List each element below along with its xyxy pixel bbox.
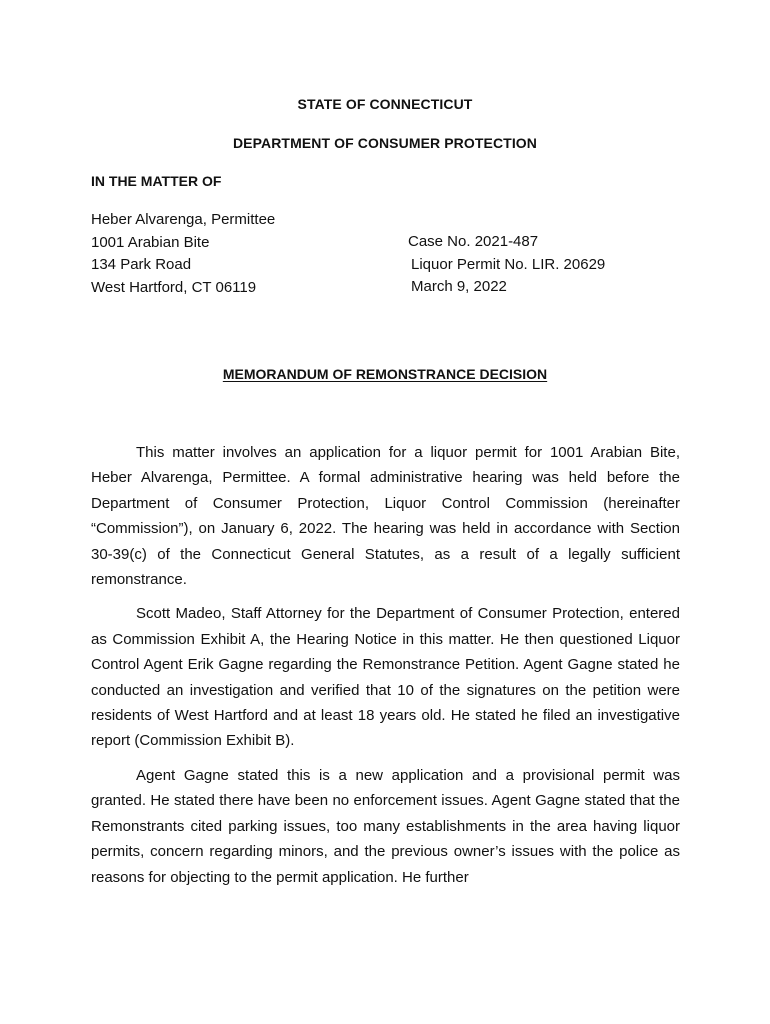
permit-number: Liquor Permit No. LIR. 20629 (411, 255, 606, 273)
permittee-name: Heber Alvarenga, Permittee (91, 211, 276, 228)
matter-label: IN THE MATTER OF (91, 173, 222, 189)
decision-date: March 9, 2022 (411, 278, 507, 295)
memo-body (91, 440, 680, 899)
paragraph: Scott Madeo, Staff Attorney for the Department of Consumer Protection, entered as Commission Exhibit A, the Hearing Notice in this matter. He then questioned Liquor Control Agent Erik Gagne regarding the Remonstrance Petition. Agent Gagne stated he conducted an investigation and verified that 10 of the signatures on the petition were residents of West Hartford and at least 18 years old. He stated he filed an investigative report (Commission Exhibit B). (91, 605, 680, 750)
memo-title (0, 366, 770, 382)
case-number: Case No. 2021-487 (408, 233, 539, 250)
business-name: 1001 Arabian Bite (91, 233, 210, 251)
paragraph: This matter involves an application for a liquor permit for 1001 Arabian Bite, Heber Alvarenga, Permittee. A formal administrative hearing was held before the Department of Consumer Protection, Liquor Control Commission (hereinafter “Commission”), on January 6, 2022. The hearing was held in accordance with Section 30-39(c) of the Connecticut General Statutes, as a result of a legally sufficient remonstrance. (91, 444, 680, 589)
department-heading: DEPARTMENT OF CONSUMER PROTECTION (232, 135, 538, 151)
caption-party-block (91, 209, 275, 299)
paragraph: Agent Gagne stated this is a new application and a provisional permit was granted. He stated there have been no enforcement issues. Agent Gagne stated that the Remonstrants cited parking issues, too many establishments in the area having liquor permits, concern regarding minors, and the previous owner’s issues with the police as reasons for objecting to the permit application. He further (91, 766, 680, 886)
state-heading: STATE OF CONNECTICUT (297, 96, 473, 112)
street-address: 134 Park Road (91, 256, 192, 273)
caption-case-block (408, 231, 605, 299)
city-state-zip: West Hartford, CT 06119 (91, 278, 257, 296)
memo-title-text: MEMORANDUM OF REMONSTRANCE DECISION (222, 366, 548, 382)
